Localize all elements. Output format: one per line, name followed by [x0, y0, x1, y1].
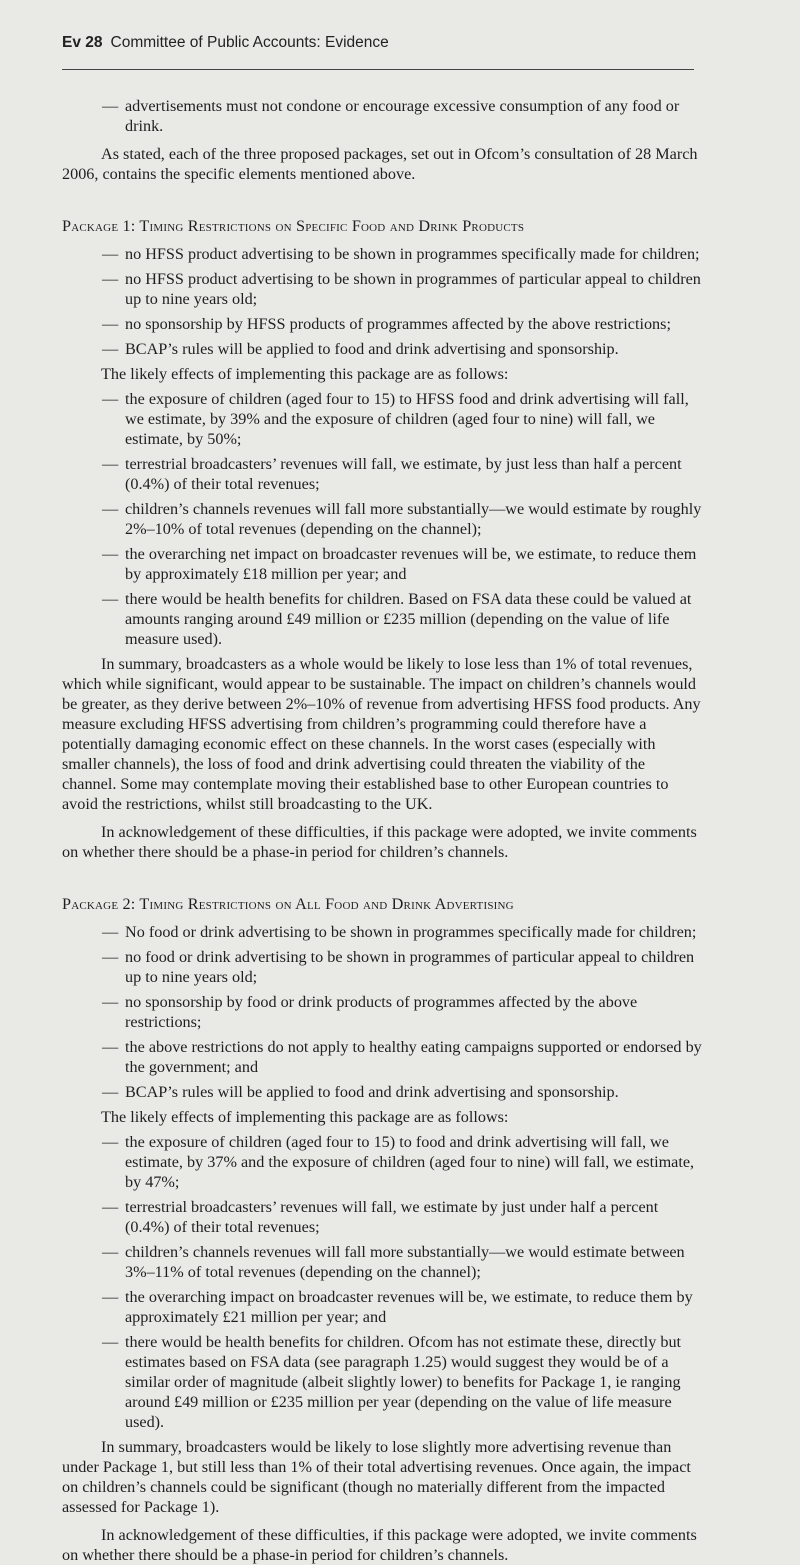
package1-summary: In summary, broadcasters as a whole would be likely to lose less than 1% of total revenues, which while significant, would appear to be sustainable. The impact on children’s channels would be greater, as they derive between 2%–10% of revenue from advertising HFSS food products. Any measure excluding HFSS advertising from children’s programming could therefore have a potentially damaging economic effect on these channels. In the worst cases (especially with smaller channels), the loss of food and drink advertising could threaten the viability of the channel. Some may contemplate moving their established base to other European countries to avoid the restrictions, whilst still broadcasting to the UK. [62, 655, 701, 813]
package2-summary: In summary, broadcasters would be likely to lose slightly more advertising revenue than under Package 1, but still less than 1% of their total advertising revenues. Once again, the impact on children’s channels could be significant (though no materially different from the impacted assessed for Package 1). [62, 1438, 691, 1516]
package1-item: — no sponsorship by HFSS products of programmes affected by the above restrictions; [62, 314, 702, 334]
package1-effect: — there would be health benefits for children. Based on FSA data these could be valued at amounts ranging around £49 million or £235 million (depending on the value of life measure used). [62, 589, 702, 649]
package2-acknowledgement: In acknowledgement of these difficulties, if this package were adopted, we invite comments on whether there should be a phase-in period for children’s channels. [62, 1526, 697, 1564]
package1-effect: — the exposure of children (aged four to 15) to HFSS food and drink advertising will fall, we estimate, by 39% and the exposure of children (aged four to nine) will fall, we estimate, by 50%; [62, 389, 702, 449]
package2-item: — BCAP’s rules will be applied to food and drink advertising and sponsorship. [62, 1082, 702, 1102]
header-rule [62, 69, 694, 70]
package2-effects-intro: The likely effects of implementing this package are as follows: [101, 1108, 509, 1126]
package2-effect: — terrestrial broadcasters’ revenues will fall, we estimate by just under half a percent (0.4%) of their total revenues; [62, 1197, 702, 1237]
package2-item: — no sponsorship by food or drink products of programmes affected by the above restrictions; [62, 992, 702, 1032]
intro-paragraph: As stated, each of the three proposed packages, set out in Ofcom’s consultation of 28 March 2006, contains the specific elements mentioned above. [62, 145, 698, 183]
package1-item: — no HFSS product advertising to be shown in programmes of particular appeal to children up to nine years old; [62, 269, 702, 309]
intro-list [62, 96, 702, 136]
package2-item: — the above restrictions do not apply to healthy eating campaigns supported or endorsed by the government; and [62, 1037, 702, 1077]
document-body [62, 96, 702, 1565]
package1-effect: — terrestrial broadcasters’ revenues will fall, we estimate, by just less than half a percent (0.4%) of their total revenues; [62, 454, 702, 494]
page-header [62, 34, 389, 52]
package1-effect: — the overarching net impact on broadcaster revenues will be, we estimate, to reduce them by approximately £18 million per year; and [62, 544, 702, 584]
package1-effect: — children’s channels revenues will fall more substantially—we would estimate by roughly 2%–10% of total revenues (depending on the channel); [62, 499, 702, 539]
package2-effect: — the overarching impact on broadcaster revenues will be, we estimate, to reduce them by approximately £21 million per year; and [62, 1287, 702, 1327]
package2-item: — No food or drink advertising to be shown in programmes specifically made for children; [62, 922, 702, 942]
package1-acknowledgement: In acknowledgement of these difficulties, if this package were adopted, we invite comments on whether there should be a phase-in period for children’s channels. [62, 823, 697, 861]
package2-heading: Package 2: Timing Restrictions on All Food and Drink Advertising [62, 895, 514, 913]
package1-item: — no HFSS product advertising to be shown in programmes specifically made for children; [62, 244, 702, 264]
page-reference: Ev 28 [62, 34, 103, 51]
package2-item: — no food or drink advertising to be shown in programmes of particular appeal to children up to nine years old; [62, 947, 702, 987]
package2-effects-list [62, 1132, 702, 1432]
package2-list [62, 922, 702, 1102]
intro-bullet: — advertisements must not condone or encourage excessive consumption of any food or drink. [62, 96, 702, 136]
package2-effect: — there would be health benefits for children. Ofcom has not estimate these, directly but estimates based on FSA data (see paragraph 1.25) would suggest they would be of a similar order of magnitude (albeit slightly lower) to benefits for Package 1, ie ranging around £49 million or £235 million per year (depending on the value of life measure used). [62, 1332, 702, 1432]
package1-effects-list [62, 389, 702, 649]
package1-item: — BCAP’s rules will be applied to food and drink advertising and sponsorship. [62, 339, 702, 359]
package1-list [62, 244, 702, 359]
package1-heading: Package 1: Timing Restrictions on Specific Food and Drink Products [62, 217, 525, 235]
package2-effect: — children’s channels revenues will fall more substantially—we would estimate between 3%–11% of total revenues (depending on the channel); [62, 1242, 702, 1282]
running-title: Committee of Public Accounts: Evidence [110, 34, 389, 51]
package2-effect: — the exposure of children (aged four to 15) to food and drink advertising will fall, we estimate, by 37% and the exposure of children (aged four to nine) will fall, we estimate, by 47%; [62, 1132, 702, 1192]
package1-effects-intro: The likely effects of implementing this package are as follows: [101, 365, 509, 383]
